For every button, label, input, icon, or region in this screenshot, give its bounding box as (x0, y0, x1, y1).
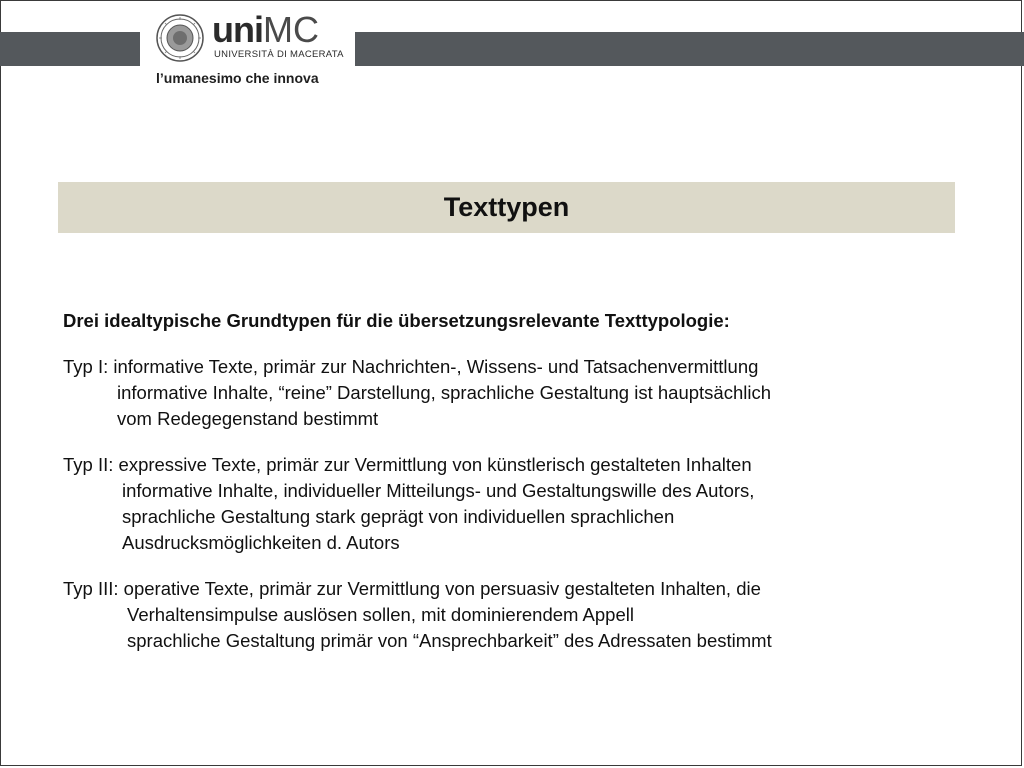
type-3-description: operative Texte, primär zur Vermittlung von persuasiv gestalteten Inhalten, die (123, 578, 761, 599)
type-1-label: Typ I: (63, 356, 109, 377)
type-1-line-2: informative Inhalte, “reine” Darstellung, sprachliche Gestaltung ist hauptsächlich (117, 382, 771, 403)
text-type-3 (63, 576, 963, 654)
logo-word-uni: uni (212, 9, 263, 50)
type-3-label: Typ III: (63, 578, 119, 599)
type-1-line-3: vom Redegegenstand bestimmt (117, 408, 379, 429)
type-3-line-2: Verhaltensimpulse auslösen sollen, mit dominierendem Appell (127, 604, 634, 625)
university-tagline: l’umanesimo che innova (156, 70, 319, 86)
slide-title: Texttypen (443, 192, 570, 222)
type-1-description: informative Texte, primär zur Nachrichten-, Wissens- und Tatsachenvermittlung (113, 356, 759, 377)
type-2-line-3: sprachliche Gestaltung stark geprägt von individuellen sprachlichen (122, 506, 675, 527)
type-3-line-3: sprachliche Gestaltung primär von “Ansprechbarkeit” des Adressaten bestimmt (127, 630, 772, 651)
type-2-first-line (63, 452, 963, 478)
text-type-2 (63, 452, 963, 556)
university-logo-wordmark (212, 9, 319, 50)
title-band (58, 182, 955, 233)
logo-word-mc: MC (262, 9, 319, 50)
type-2-line-2: informative Inhalte, individueller Mitteilungs- und Gestaltungswille des Autors, (122, 480, 755, 501)
slide-content (63, 308, 963, 674)
header-bar-right (355, 32, 1024, 66)
header-bar-left (0, 32, 140, 66)
type-3-first-line (63, 576, 963, 602)
type-2-label: Typ II: (63, 454, 114, 475)
type-1-first-line (63, 354, 963, 380)
type-2-line-4: Ausdrucksmöglichkeiten d. Autors (122, 532, 400, 553)
university-seal-icon (156, 14, 204, 62)
university-name: UNIVERSITÀ DI MACERATA (214, 49, 344, 60)
text-type-1 (63, 354, 963, 432)
type-2-description: expressive Texte, primär zur Vermittlung von künstlerisch gestalteten Inhalten (118, 454, 752, 475)
intro-text: Drei idealtypische Grundtypen für die übersetzungsrelevante Texttypologie: (63, 310, 730, 331)
